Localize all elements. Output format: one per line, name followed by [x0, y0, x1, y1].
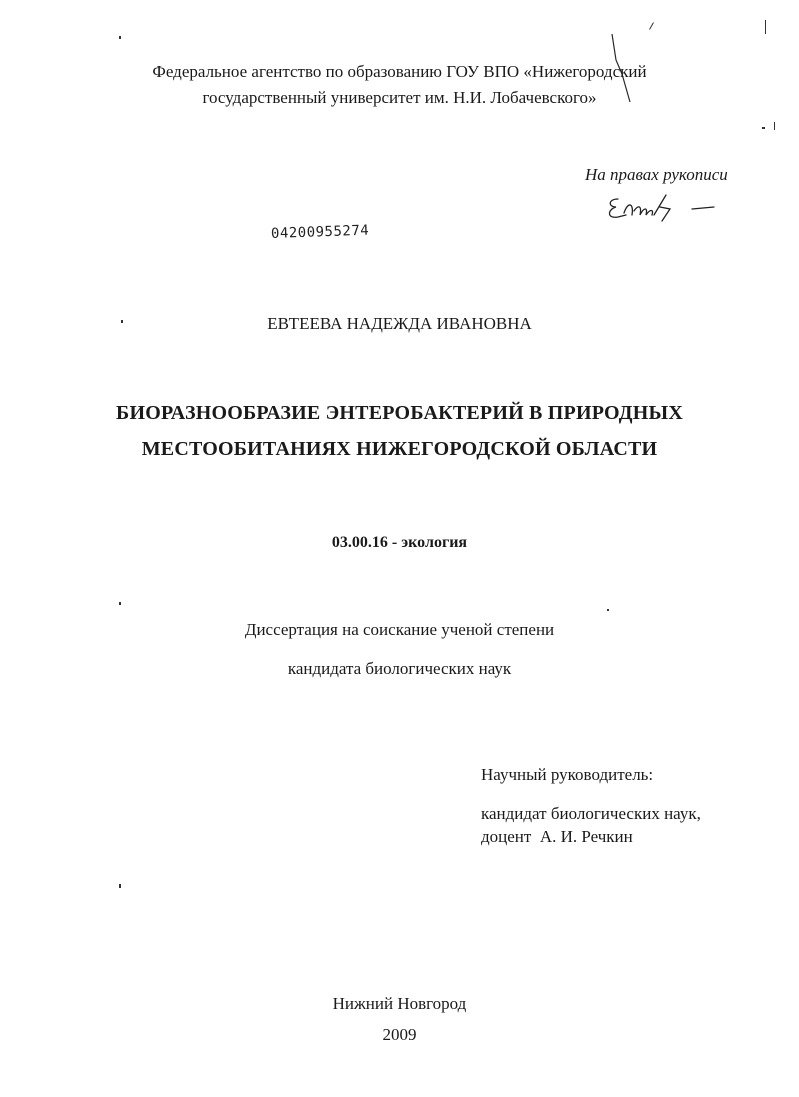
title-line-1: БИОРАЗНООБРАЗИЕ ЭНТЕРОБАКТЕРИЙ В ПРИРОДНЫХ: [116, 402, 683, 424]
supervisor-name: доцент А. И. Речкин: [481, 827, 633, 846]
scan-mark: [119, 36, 121, 39]
city: Нижний Новгород: [332, 994, 467, 1013]
supervisor-degree: кандидат биологических наук,: [481, 804, 701, 823]
dissertation-line-1: Диссертация на соискание ученой степени: [244, 620, 555, 639]
institution-line-2: государственный университет им. Н.И. Лобачевского»: [202, 88, 597, 107]
title-line-2: МЕСТООБИТАНИЯХ НИЖЕГОРОДСКОЙ ОБЛАСТИ: [141, 438, 658, 460]
scan-mark: [774, 122, 775, 130]
scan-mark: [649, 22, 654, 29]
author-name: ЕВТЕЕВА НАДЕЖДА ИВАНОВНА: [267, 314, 532, 333]
manuscript-note: На правах рукописи: [585, 165, 728, 184]
scan-mark: [119, 884, 121, 888]
scan-mark: [762, 127, 765, 129]
institution-line-1: Федеральное агентство по образованию ГОУ ВПО «Нижегородский: [152, 62, 647, 81]
signature: [604, 191, 724, 227]
serial-number: 04200955274: [270, 222, 370, 242]
specialty-code: 03.00.16 - экология: [331, 534, 468, 551]
dissertation-line-2: кандидата биологических наук: [287, 659, 512, 678]
supervisor-label: Научный руководитель:: [481, 765, 654, 784]
scan-mark: [765, 20, 766, 34]
scan-mark: [119, 602, 121, 605]
year: 2009: [382, 1025, 417, 1044]
scan-mark: [607, 609, 609, 611]
